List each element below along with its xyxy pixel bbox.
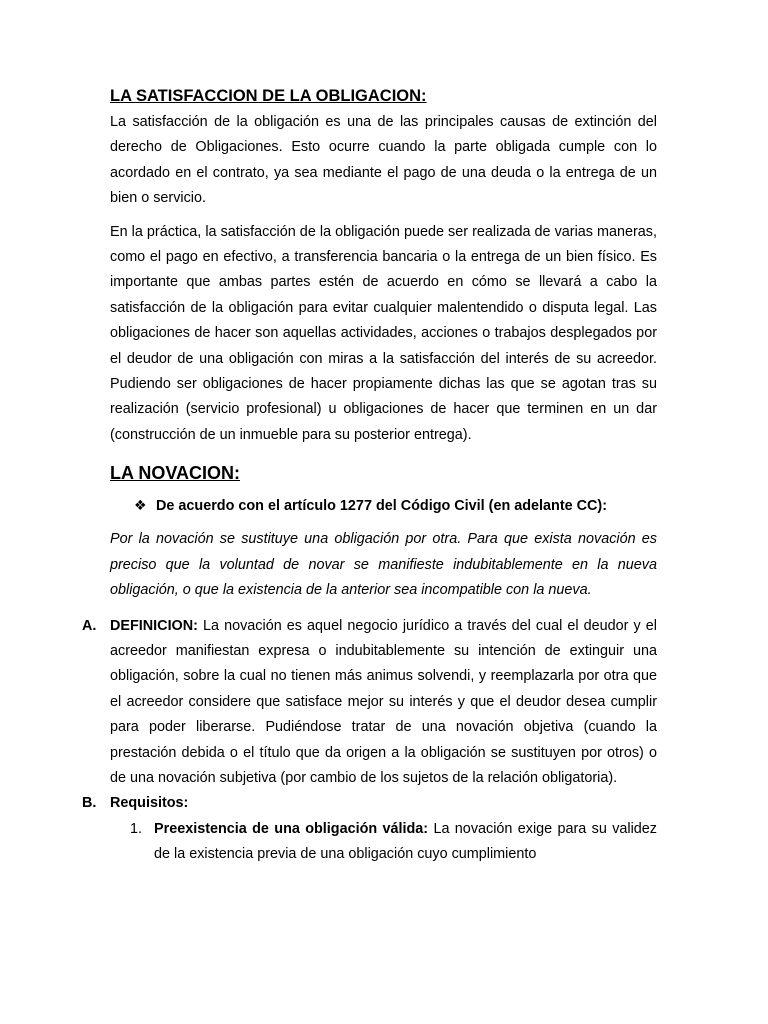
section-title-novacion: LA NOVACION: xyxy=(110,463,240,484)
definicion-text: La novación es aquel negocio jurídico a través del cual el deudor y el acreedor manifiestan expresa o indubitablemente su intención de extinguir una obligación, sobre la cual no tienen más animus solvendi, y reemplazarla por otra que el acreedor considere que satisface mejor su interés y que el deudor desea cumplir para poder liberarse. Pudiéndose tratar de una novación objetiva (cuando la prestación debida o el título que da origen a la obligación se sustituyen por otros) o de una novación subjetiva (por cambio de los sujetos de la relación obligatoria). xyxy=(110,617,657,786)
definicion-label: DEFINICION: xyxy=(110,617,198,634)
preexistencia-label: Preexistencia de una obligación válida: xyxy=(154,820,429,837)
paragraph-satisfaccion-1: La satisfacción de la obligación es una de las principales causas de extinción del derecho de Obligaciones. Esto ocurre cuando la parte obligada cumple con lo acordado en el contrato, ya sea mediante el pago de una deuda o la entrega de un bien o servicio. xyxy=(110,114,657,207)
preexistencia-text: La novación exige para su validez de la existencia previa de una obligación cuyo cumplimiento xyxy=(154,820,657,863)
sublist-item-1-content xyxy=(154,817,657,868)
list-item-b xyxy=(82,791,657,816)
bullet-heading-text: De acuerdo con el artículo 1277 del Código Civil (en adelante CC): xyxy=(156,498,608,515)
section-title-satisfaccion: LA SATISFACCION DE LA OBLIGACION: xyxy=(110,87,427,105)
sublist-marker-1: 1. xyxy=(130,820,143,837)
bullet-heading xyxy=(134,494,657,517)
list-item-a xyxy=(82,614,657,792)
list-marker-a: A. xyxy=(82,617,97,634)
sublist-item-1 xyxy=(130,817,657,868)
list-item-a-content xyxy=(110,614,657,792)
document-page xyxy=(82,86,657,868)
article-quote: Por la novación se sustituye una obligación por otra. Para que exista novación es preciso que la voluntad de novar se manifieste indubitablemente en la nueva obligación, o que la existencia de la anterior sea incompatible con la nueva. xyxy=(110,531,657,599)
diamond-bullet-icon: ❖ xyxy=(134,497,147,514)
requisitos-label: Requisitos: xyxy=(110,795,189,812)
paragraph-satisfaccion-2: En la práctica, la satisfacción de la obligación puede ser realizada de varias maneras, como el pago en efectivo, a transferencia bancaria o la entrega de un bien físico. Es importante que ambas partes estén de acuerdo en cómo se llevará a cabo la satisfacción de la obligación para evitar cualquier malentendido o disputa legal. Las obligaciones de hacer son aquellas actividades, acciones o trabajos desplegados por el deudor de una obligación con miras a la satisfacción del interés de su acreedor. Pudiendo ser obligaciones de hacer propiamente dichas las que se agotan tras su realización (servicio profesional) u obligaciones de hacer que terminen en un dar (construcción de un inmueble para su posterior entrega). xyxy=(110,223,657,443)
list-marker-b: B. xyxy=(82,795,97,812)
list-item-b-content xyxy=(110,791,657,816)
numbered-sublist xyxy=(130,817,657,868)
lettered-list xyxy=(82,614,657,868)
